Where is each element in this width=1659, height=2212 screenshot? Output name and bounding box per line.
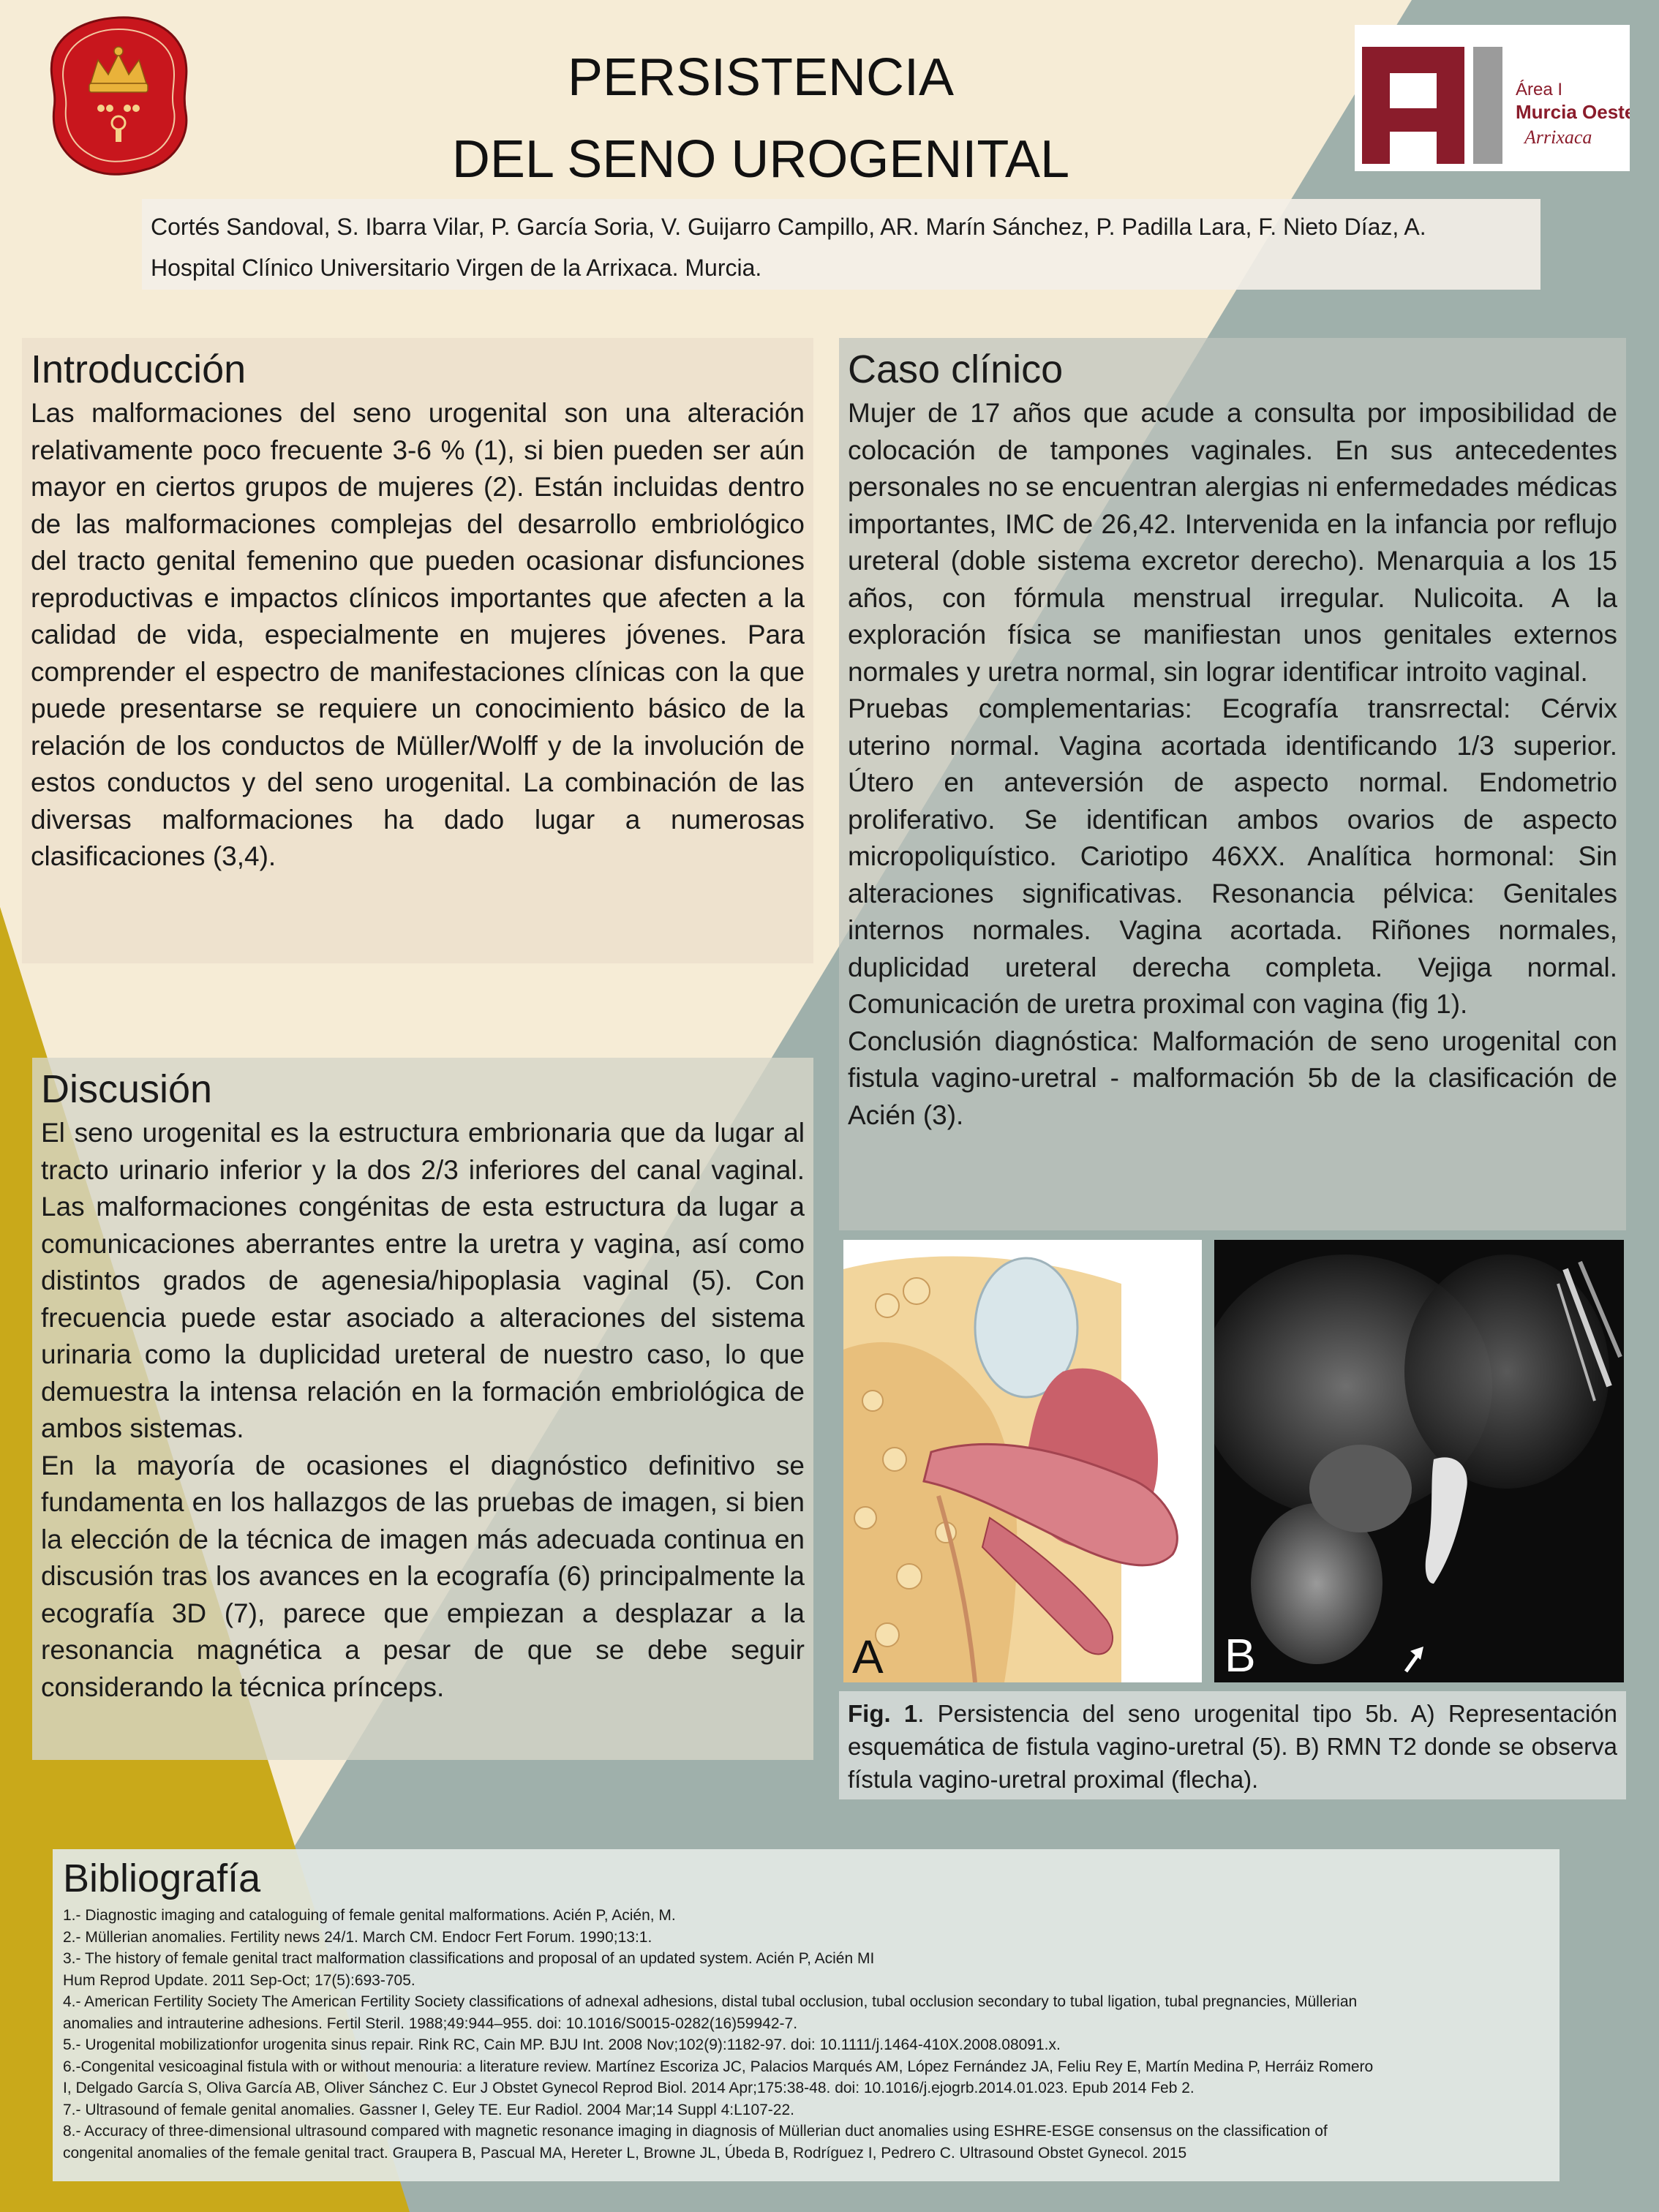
figure-a-label: A [852,1630,884,1682]
bib-line: 7.- Ultrasound of female genital anomalies. Gassner I, Geley TE. Eur Radiol. 2004 Mar;14 Suppl 4:L107-22. [63,2101,794,2118]
case-paragraph-3: Conclusión diagnóstica: Malformación de seno urogenital con fistula vagino-uretral - malformación 5b de la clasificación de Acién (3). [848,1026,1617,1130]
bib-line: 3.- The history of female genital tract malformation classifications and proposal of an updated system. Acién P, Acién MI [63,1950,875,1967]
authors: Cortés Sandoval, S. Ibarra Vilar, P. García Soria, V. Guijarro Campillo, AR. Marín Sánchez, P. Padilla Lara, F. Nieto Díaz, A. [151,214,1426,240]
case-paragraph-1: Mujer de 17 años que acude a consulta por imposibilidad de colocación de tampones vaginales. En sus antecedentes personales no se encuentran alergias ni enfermedades médicas importantes, IMC de 26,42. Intervenida en la infancia por reflujo ureteral (doble sistema excretor derecho). Menarquia a los 15 años, con fórmula menstrual irregular. Nulicoita. A la exploración física se manifiestan unos genitales externos normales y uretra normal, sin lograr identificar introito vaginal. [848,398,1617,687]
logo-line-1: Área I [1516,80,1563,99]
discussion-section [32,1058,813,1760]
logo-line-2: Murcia Oeste [1516,101,1630,123]
bib-line: anomalies and intrauterine adhesions. Fertil Steril. 1988;49:944–955. doi: 10.1016/S0015-0282(16)59942-7. [63,2014,798,2032]
bibliography-section [53,1849,1560,2181]
bib-line: 4.- American Fertility Society The American Fertility Society classifications of adnexal adhesions, distal tubal occlusion, tubal occlusion secondary to tubal ligation, tubal pregnancies, Müllerian [63,1993,1358,2010]
authors-box [142,199,1540,290]
title-line-1: PERSISTENCIA [567,48,955,107]
figure-caption [848,1697,1617,1796]
figure-caption-box [839,1691,1626,1799]
title-line-2: DEL SENO UROGENITAL [451,130,1070,189]
discussion-heading: Discusión [41,1067,213,1111]
bib-line: 5.- Urogenital mobilizationfor urogenita sinus repair. Rink RC, Cain MP. BJU Int. 2008 Nov;102(9):1182-97. doi: 10.1111/j.1464-410X.2008.08091.x. [63,2036,1061,2053]
figure-caption-text: . Persistencia del seno urogenital tipo 5b. A) Representación esquemática de fistula vagino-uretral (5). B) RMN T2 donde se observa fístula vagino-uretral proximal (flecha). [848,1700,1617,1793]
discussion-paragraph-1: El seno urogenital es la estructura embrionaria que da lugar al tracto urinario inferior y la dos 2/3 inferiores del canal vaginal. Las malformaciones congénitas de esta estructura da lugar a comunicaciones aberrantes entre la uretra y vagina, así como distintos grados de agenesia/hipoplasia vaginal (5). Con frecuencia puede estar asociado a alteraciones del sistema urinaria como la duplicidad ureteral de nuestro caso, lo que demuestra la intensa relación en la formación embriológica de ambos sistemas. [41,1118,805,1443]
case-paragraph-2: Pruebas complementarias: Ecografía transrrectal: Cérvix uterino normal. Vagina acortada identificando 1/3 superior. Útero en anteversión de aspecto normal. Endometrio proliferativo. Se identifican ambos ovarios de aspecto micropoliquístico. Cariotipo 46XX. Analítica hormonal: Sin alteraciones significativas. Resonancia pélvica: Genitales internos normales. Vagina acortada. Riñones normales, duplicidad ureteral derecha completa. Vejiga normal. Comunicación de uretra proximal con vagina (fig 1). [848,693,1617,1019]
society-seal [45,13,192,178]
bib-line: 8.- Accuracy of three-dimensional ultrasound compared with magnetic resonance imaging in diagnosis of Müllerian duct anomalies using ESHRE-ESGE consensus on the classification of [63,2123,1328,2140]
bib-line: 2.- Müllerian anomalies. Fertility news 24/1. March CM. Endocr Fert Forum. 1990;13:1. [63,1928,652,1946]
figure-b-mri [1214,1240,1624,1682]
discussion-paragraph-2: En la mayoría de ocasiones el diagnóstico definitivo se fundamenta en los hallazgos de las pruebas de imagen, si bien la elección de la técnica de imagen más adecuada continua en discusión tras los avances en la ecografía (6) principalmente la ecografía 3D (7), parece que empiezan a desplazar a la resonancia magnética a pesar de que se debe seguir considerando la técnica prínceps. [41,1450,805,1702]
bib-line: Hum Reprod Update. 2011 Sep-Oct; 17(5):693-705. [63,1971,415,1989]
bib-line: 6.-Congenital vesicoaginal fistula with or without menouria: a literature review. Martínez Escoriza JC, Palacios Marqués AM, López Fernández JA, Feliu Rey E, Martín Medina P, Herráiz Romero [63,2058,1374,2075]
figure-a-illustration [843,1240,1202,1682]
bib-line: congenital anomalies of the female genital tract. Graupera B, Pascual MA, Hereter L, Browne JL, Úbeda B, Rodríguez I, Pedrero C. Ultrasound Obstet Gynecol. 2015 [63,2144,1187,2162]
intro-heading: Introducción [31,347,247,391]
bib-line: 1.- Diagnostic imaging and cataloguing of female genital malformations. Acién P, Acién, M. [63,1907,676,1924]
case-section [839,338,1626,1230]
affiliation: Hospital Clínico Universitario Virgen de la Arrixaca. Murcia. [151,255,762,281]
area-logo [1355,25,1630,171]
intro-section [22,338,813,963]
intro-text: Las malformaciones del seno urogenital son una alteración relativamente poco frecuente 3-6 % (1), si bien pueden ser aún mayor en ciertos grupos de mujeres (2). Están incluidas dentro de las malformaciones complejas del desarrollo embriológico del tracto genital femenino que pueden ocasionar disfunciones reproductivas e impactos clínicos importantes que afecten a la calidad de vida, especialmente en mujeres jóvenes. Para comprender el espectro de manifestaciones clínicas con la que puede presentarse se requiere un conocimiento básico de la relación de los conductos de Müller/Wolff y de la involución de estos conductos y del seno urogenital. La combinación de las diversas malformaciones ha dado lugar a numerosas clasificaciones (3,4). [31,398,805,871]
figure-b-label: B [1224,1629,1256,1682]
bibliography-heading: Bibliografía [63,1856,261,1900]
poster-title [410,37,1112,200]
logo-line-3: Arrixaca [1524,127,1592,148]
figure-caption-prefix: Fig. 1 [848,1700,918,1727]
case-heading: Caso clínico [848,347,1064,391]
bib-line: I, Delgado García S, Oliva García AB, Oliver Sánchez C. Eur J Obstet Gynecol Reprod Biol. 2014 Apr;175:38-48. doi: 10.1016/j.ejogrb.2014.01.023. Epub 2014 Feb 2. [63,2080,1195,2096]
